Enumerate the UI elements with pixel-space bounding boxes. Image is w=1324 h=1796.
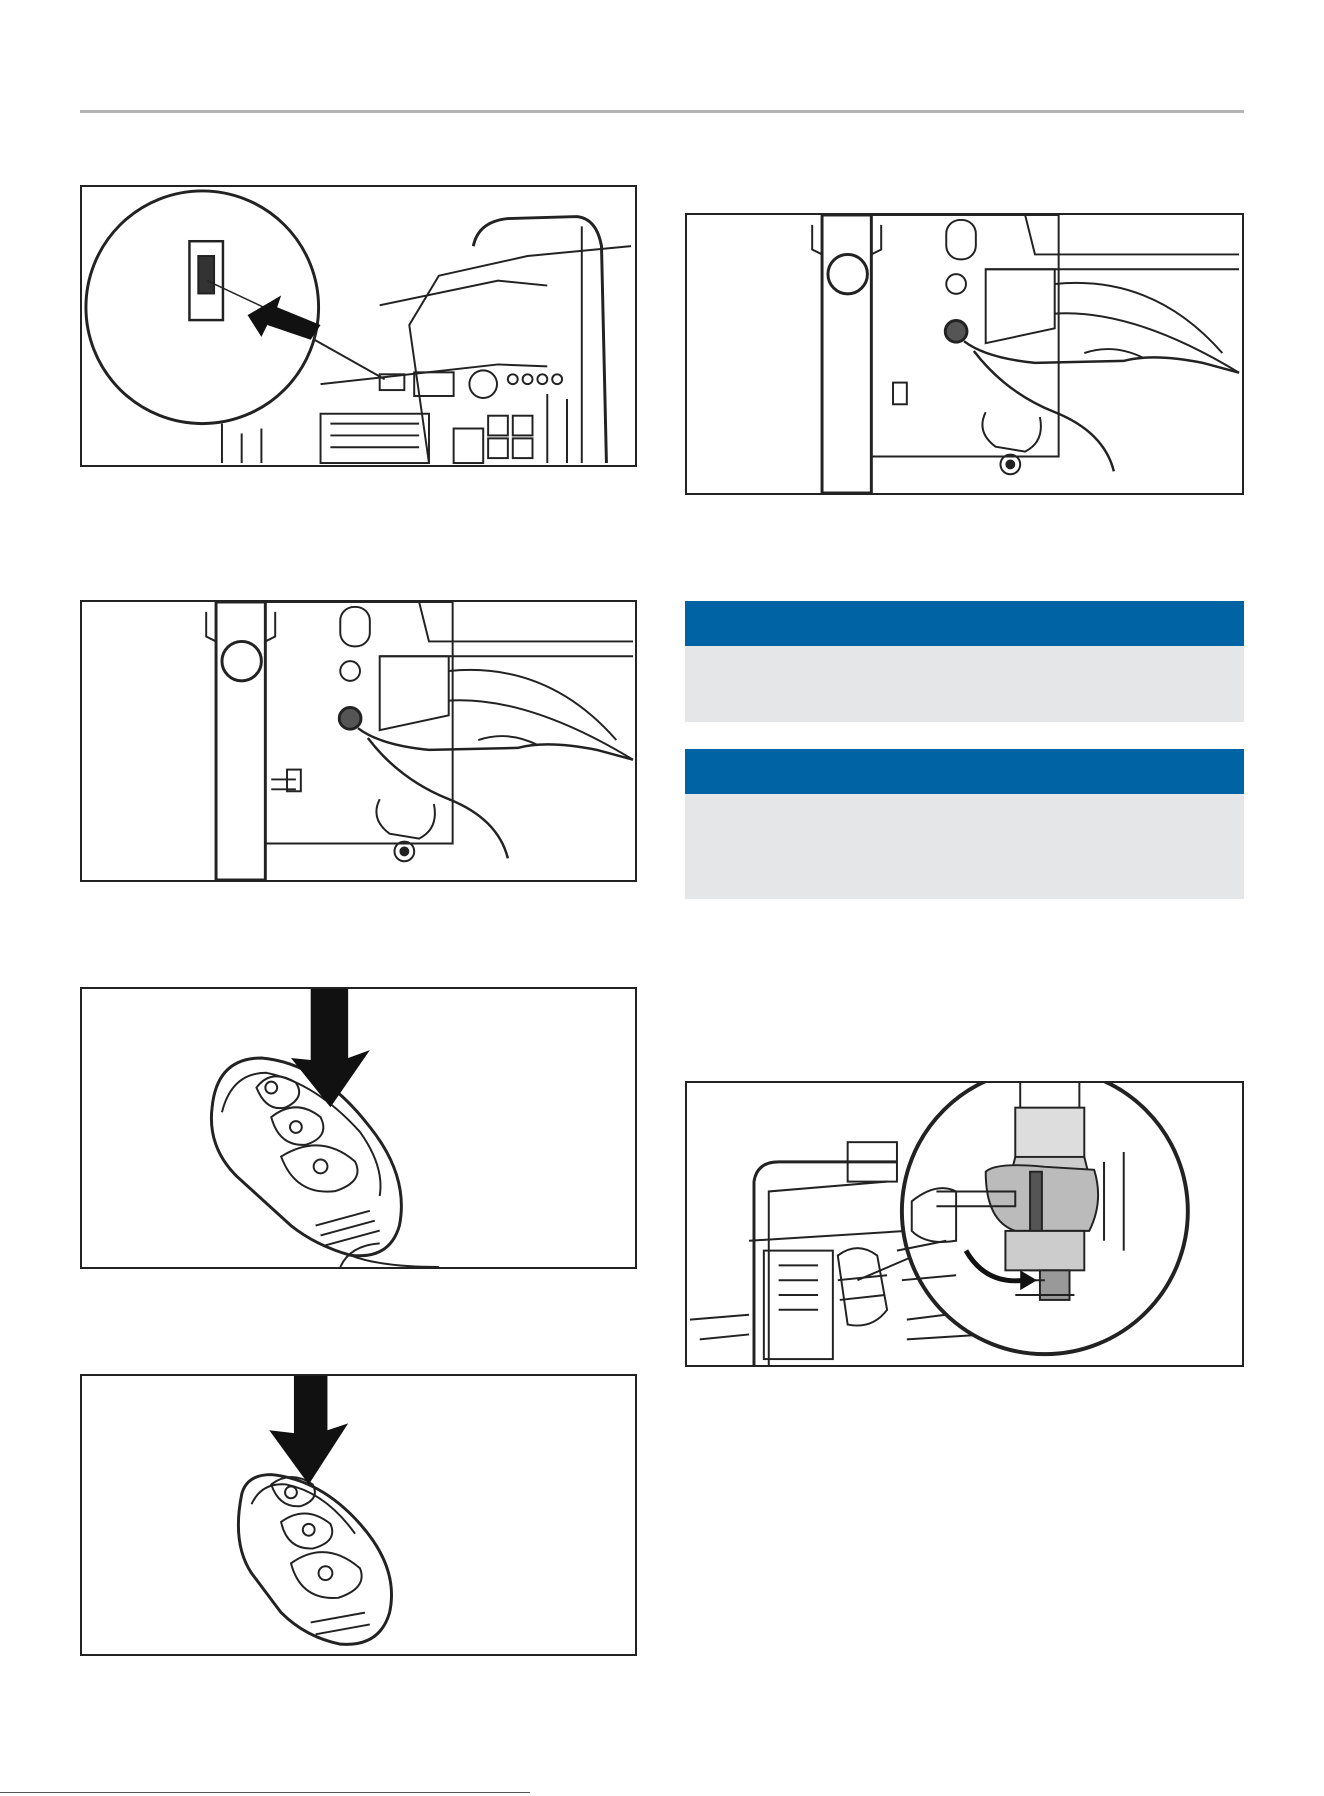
- notice-body: [685, 794, 1244, 899]
- rotate-arrow-icon: [687, 1083, 1242, 1365]
- notice-header: [685, 749, 1244, 794]
- footer-rule: [0, 1792, 530, 1793]
- side-button-figure-right: [685, 213, 1244, 495]
- side-button-figure-left: [80, 600, 637, 882]
- notice-box-2: [685, 749, 1244, 899]
- notice-box-1: [685, 601, 1244, 722]
- remote-press-figure-1: [80, 987, 637, 1269]
- main-switch-figure: [80, 185, 637, 467]
- remote-press-figure-2: [80, 1374, 637, 1656]
- fuel-valve-figure: [685, 1081, 1244, 1367]
- notice-header: [685, 601, 1244, 646]
- down-arrow-icon: [82, 1376, 635, 1654]
- arrow-to-switch-icon: [82, 187, 635, 465]
- header-rule: [80, 110, 1244, 113]
- down-arrow-icon: [82, 989, 635, 1267]
- notice-body: [685, 646, 1244, 722]
